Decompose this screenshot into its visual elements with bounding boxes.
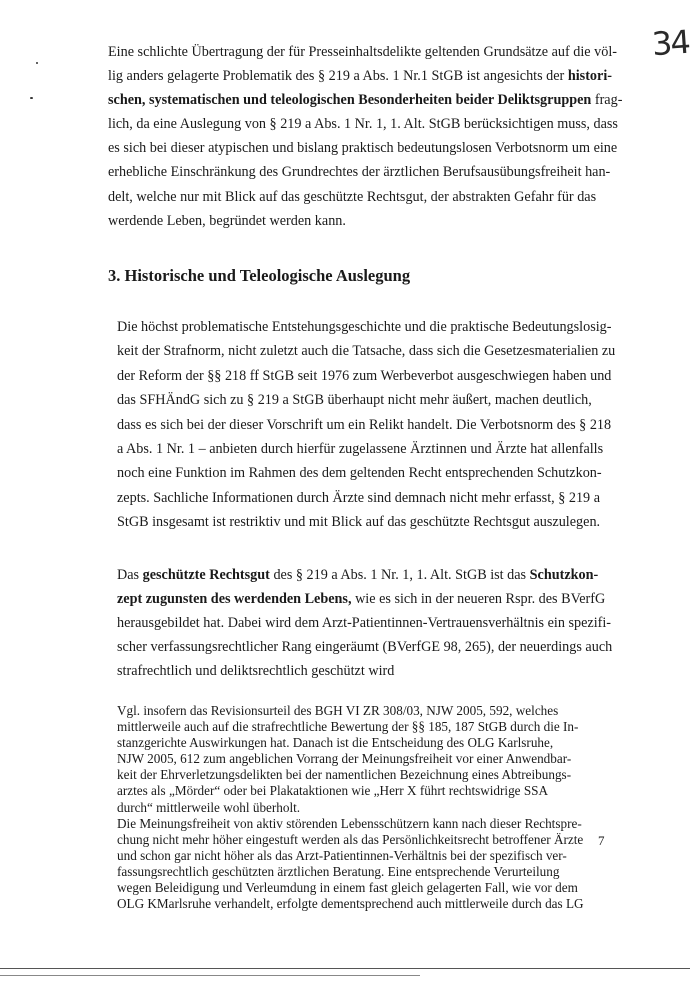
- intro-paragraph: [108, 40, 623, 233]
- historical-paragraph: [117, 315, 614, 535]
- text-line: Die höchst problematische Entstehungsgeschichte und die praktische Bedeutungslosig-: [117, 319, 612, 335]
- text-line: zepts. Sachliche Informationen durch Ärzte sind demnach nicht mehr erfasst, § 219 a: [117, 489, 600, 506]
- scan-speck: [30, 97, 33, 99]
- page-number: 7: [598, 833, 605, 848]
- text-line: a Abs. 1 Nr. 1 – anbieten durch hierfür zugelassene Ärztinnen und Ärzte hat allenfalls: [117, 441, 604, 458]
- footnote-line: NJW 2005, 612 zum angeblichen Vorrang der Meinungsfreiheit vor einer Anwendbar-: [117, 751, 572, 767]
- footnote-line: OLG KMarlsruhe verhandelt, erfolgte dementsprechend auch mittlerweile durch das LG: [117, 896, 584, 912]
- text-line: strafrechtlich und deliktsrechtlich geschützt wird: [117, 663, 395, 679]
- bold-phrase: histori-: [567, 68, 612, 85]
- text-line: zept zugunsten des werdenden Lebens, wie es sich in der neueren Rspr. des BVerfG: [117, 591, 606, 607]
- bottom-rule-secondary: [0, 975, 420, 976]
- text-line: das SFHÄndG sich zu § 219 a StGB überhaupt nicht mehr äußert, machen deutlich,: [117, 392, 592, 409]
- footnote-line: mittlerweile auch auf die strafrechtliche Bewertung der §§ 185, 187 StGB durch die In-: [117, 719, 579, 735]
- text-line: lich, da eine Auslegung von § 219 a Abs. 1 Nr. 1, 1. Alt. StGB berücksichtigen muss, dass: [108, 116, 618, 133]
- bold-phrase: zept zugunsten des werdenden Lebens,: [117, 591, 352, 607]
- text-line: keit der Strafnorm, nicht zuletzt auch die Tatsache, dass sich die Gesetzesmaterialien zu: [117, 343, 616, 360]
- text-line: der Reform der §§ 218 ff StGB seit 1976 zum Werbeverbot ausgeschwiegen haben und: [117, 367, 612, 384]
- footnote-line: Vgl. insofern das Revisionsurteil des BGH VI ZR 308/03, NJW 2005, 592, welches: [117, 703, 559, 718]
- bottom-rule: [0, 968, 690, 969]
- footnote-line: arztes als „Mörder“ oder bei Plakataktionen wie „Herr X führt rechtswidrige SSA: [117, 783, 549, 799]
- section-heading: 3. Historische und Teleologische Auslegung: [108, 266, 411, 285]
- text-line: schen, systematischen und teleologischen Besonderheiten beider Deliktsgruppen frag-: [108, 92, 623, 109]
- bold-phrase: Schutzkon-: [529, 567, 599, 583]
- footnote-block: [117, 703, 614, 912]
- footnote-line: fassungsrechtlich geschützten ärztlichen Beratung. Eine entsprechende Verurteilung: [117, 863, 560, 879]
- footnote-line: Die Meinungsfreiheit von aktiv störenden Lebensschützern kann nach dieser Rechtspre-: [117, 815, 582, 831]
- text-line: Das geschützte Rechtsgut des § 219 a Abs. 1 Nr. 1, 1. Alt. StGB ist das Schutzkon-: [117, 567, 599, 583]
- text-line: noch eine Funktion im Rahmen des dem geltenden Recht entsprechenden Schutzkon-: [117, 465, 602, 482]
- text-line: StGB insgesamt ist restriktiv und mit Blick auf das geschützte Rechtsgut auszulegen.: [117, 514, 601, 531]
- footnote-line: chung nicht mehr höher eingestuft werden als das Persönlichkeitsrecht betroffener Ärzte: [117, 831, 584, 847]
- footnote-line: keit der Ehrverletzungsdelikten bei der namentlichen Bezeichnung eines Abtreibungs-: [117, 767, 572, 783]
- text-line: werdende Leben, begründet werden kann.: [108, 212, 346, 229]
- handwritten-page-number: 34: [650, 22, 690, 64]
- text-line: Eine schlichte Übertragung der für Presseinhaltsdelikte geltenden Grundsätze auf die völ-: [108, 44, 617, 60]
- text-line: erhebliche Einschränkung des Grundrechtes der ärztlichen Berufsausübungsfreiheit han-: [108, 164, 611, 181]
- text-line: dass es sich bei der dieser Vorschrift um ein Relikt handelt. Die Verbotsnorm des § 218: [117, 416, 612, 433]
- legal-interest-paragraph: [117, 563, 614, 683]
- footnote-line: wegen Beleidigung und Verleumdung in einem fast gleich gelagerten Fall, wie vor dem: [117, 880, 578, 896]
- footnote-line: durch“ mittlerweile wohl überholt.: [117, 799, 301, 815]
- bold-phrase: geschützte Rechtsgut: [142, 567, 270, 583]
- bold-phrase: schen, systematischen und teleologischen Besonderheiten beider Deliktsgruppen: [108, 92, 592, 109]
- scan-speck: [36, 62, 38, 64]
- footnote-line: und schon gar nicht höher als das Arzt-Patientinnen-Verhältnis bei der spezifisch ver-: [117, 847, 567, 863]
- text-line: scher verfassungsrechtlicher Rang eingeräumt (BVerfGE 98, 265), der neuerdings auch: [117, 639, 613, 655]
- footnote-line: stanzgerichte Auswirkungen hat. Danach ist die Entscheidung des OLG Karlsruhe,: [117, 735, 554, 751]
- text-line: es sich bei dieser atypischen und bislang praktisch bedeutungslosen Verbotsnorm um eine: [108, 140, 618, 157]
- text-line: herausgebildet hat. Dabei wird dem Arzt-Patientinnen-Vertrauensverhältnis ein spezifi-: [117, 615, 612, 631]
- text-line: delt, welche nur mit Blick auf das geschützte Rechtsgut, der abstrakten Gefahr für das: [108, 188, 597, 205]
- text-line: lig anders gelagerte Problematik des § 219 a Abs. 1 Nr.1 StGB ist angesichts der histori-: [108, 68, 612, 85]
